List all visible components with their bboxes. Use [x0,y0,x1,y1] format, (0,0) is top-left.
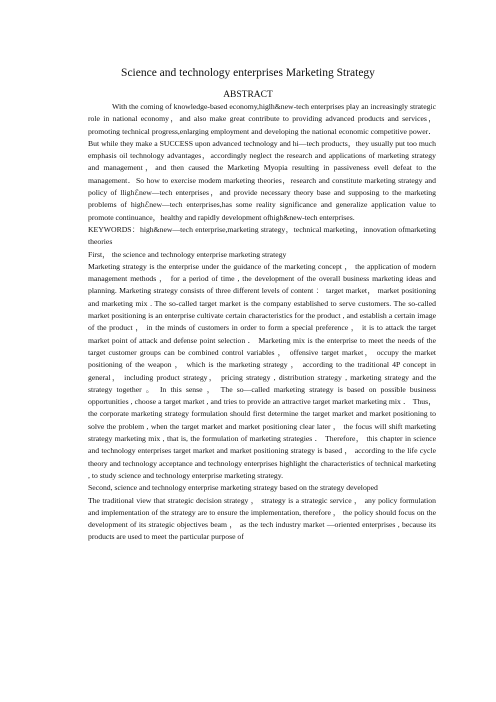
section2-heading: Second, science and technology enterprise marketing strategy based on the strategy developed [88,483,378,493]
document-body [88,101,436,544]
abstract-paragraph: With the coming of knowledge-based economy,higlh&new-tech enterprises play an increasingly strategic role in national economy，and also make great contribute to providing advanced products and services，promoting technical progress,enlarging employment and developing the national economic competitive power．But while they make a SUCCESS upon advanced technology and hi—tech products，they usually put too much emphasis oil technology advantages，accordingly neglect the research and applications of marketing strategy and management，and then caused the Marketing Myopia resulting in passiveness evell defeat to the management．So how to exercise modem marketing theories，research and constitute marketing strategy and policy of llighℰnew—tech enterprises，and provide necessary theory base and supposing to the marketing problems of highℰnew—tech enterprises,has some reality significance and generalize application value to promote continuance，healthy and rapidly development ofhigh&new-tech enterprises. [88,102,436,222]
section1-paragraph: Marketing strategy is the enterprise under the guidance of the marketing concept ， the application of modern management methods ， for a period of time , the development of the overall business marketing ideas and planning. Marketing strategy consists of three different levels of content ： target market， market positioning and marketing mix . The so-called target market is the company established to serve customers. The so-called market positioning is an enterprise cultivate certain characteristics for the product , and establish a certain image of the product ， in the minds of customers in order to form a special preference ， it is to attack the target market point of attack and defense point selection ． Marketing mix is the enterprise to meet the needs of the target customer groups can be combined control variables ， offensive target market， occupy the market positioning of the weapon ， which is the marketing strategy ， according to the traditional 4P concept in general， including product strategy， pricing strategy , distribution strategy , marketing strategy and the strategy together 。 In this sense ， The so—called marketing strategy is based on possible business opportunities , choose a target market , and tries to provide an attractive target market marketing mix ． Thus， the corporate marketing strategy formulation should first determine the target market and market positioning to solve the problem , when the target market and market positioning clear later ， the focus will shift marketing strategy marketing mix , that is, the formulation of marketing strategies ． Therefore， this chapter in science and technology enterprises target market and market positioning strategy is based ， according to the life cycle theory and technology acceptance and technology enterprises highlight the characteristics of technical marketing , to study science and technology enterprise marketing strategy. [88,261,436,480]
document-title: Science and technology enterprises Marketing Strategy [121,67,375,79]
abstract-heading: ABSTRACT [223,90,273,100]
keywords-line: KEYWORDS：high&new—tech enterprise,marketing strategy，technical marketing，innovation ofmarketing theories [88,224,436,247]
section1-heading: First， the science and technology enterprise marketing strategy [88,249,287,259]
section2-paragraph: The traditional view that strategic decision strategy ， strategy is a strategic service ， any policy formulation and implementation of the strategy are to ensure the implementation, therefore ， the policy should focus on the development of its strategic objectives beam ， as the tech industry market —oriented enterprises , because its products are used to meet the particular purpose of [88,495,436,542]
